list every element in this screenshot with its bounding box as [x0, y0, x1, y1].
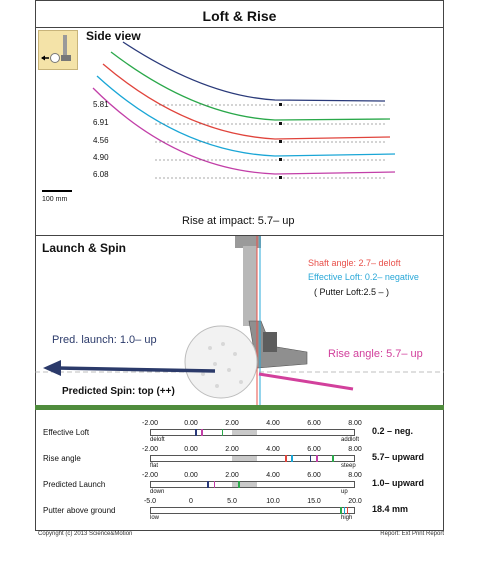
metric-tick-label: 15.0 — [307, 498, 321, 505]
metric-tick-label: 4.00 — [266, 446, 280, 453]
metric-tick-label: 4.00 — [266, 420, 280, 427]
metric-end-left: deloft — [150, 437, 165, 443]
metric-mark — [285, 455, 287, 462]
metric-mark — [332, 455, 334, 462]
metric-tick-label: -2.00 — [142, 472, 158, 479]
metric-value: 18.4 mm — [372, 504, 409, 514]
stroke-path-1 — [123, 42, 385, 101]
metric-tick-label: 6.00 — [307, 472, 321, 479]
metric-tick-label: 2.00 — [225, 472, 239, 479]
rise-value-5: 6.08 — [93, 170, 109, 179]
metric-tick-label: 2.00 — [225, 446, 239, 453]
metric-mark — [222, 429, 224, 436]
metric-label: Rise angle — [43, 454, 81, 463]
golf-ball — [185, 326, 257, 398]
page-title: Loft & Rise — [202, 8, 277, 24]
metric-tick-label: 5.0 — [227, 498, 237, 505]
predicted-spin-text: Predicted Spin: top (++) — [62, 386, 175, 397]
metric-end-left: down — [150, 489, 165, 495]
metric-mark — [207, 481, 209, 488]
metric-reference-band — [232, 456, 257, 461]
metric-mark — [310, 455, 312, 462]
metric-mark — [195, 429, 197, 436]
metric-tick-label: 2.00 — [225, 420, 239, 427]
rise-angle-arrow — [259, 374, 353, 389]
metric-end-right: addloft — [341, 437, 360, 443]
metric-tick-label: -5.0 — [143, 498, 157, 505]
metric-mark — [316, 455, 318, 462]
metric-tick-label: 8.00 — [348, 472, 362, 479]
scale-label: 100 mm — [42, 196, 68, 203]
rise-value-2: 6.91 — [93, 118, 109, 127]
metric-end-right: up — [341, 489, 348, 495]
metric-mark — [238, 481, 240, 488]
metric-mark — [340, 507, 342, 514]
metric-end-right: steep — [341, 463, 356, 469]
putter-loft-text: ( Putter Loft:2.5 – ) — [314, 287, 390, 297]
rise-value-4: 4.90 — [93, 153, 109, 162]
metric-tick-label: 6.00 — [307, 446, 321, 453]
metric-mark — [214, 481, 216, 488]
metric-mark — [201, 429, 203, 436]
metric-reference-band — [232, 482, 257, 487]
metric-end-right: high — [341, 515, 353, 521]
footer-report: Report: Ext Print Report — [380, 531, 444, 537]
ground-strip — [35, 405, 444, 410]
metric-value: 5.7– upward — [372, 452, 425, 462]
metric-label: Effective Loft — [43, 428, 90, 437]
metric-tick-label: 10.0 — [266, 498, 280, 505]
launch-spin-label: Launch & Spin — [42, 241, 126, 255]
rise-angle-text: Rise angle: 5.7– up — [328, 348, 423, 360]
rise-at-impact: Rise at impact: 5.7– up — [182, 215, 295, 227]
metric-label: Predicted Launch — [43, 480, 106, 489]
metric-end-left: low — [150, 515, 160, 521]
metric-mark — [347, 507, 349, 514]
effective-loft-text: Effective Loft: 0.2– negative — [308, 272, 419, 282]
metric-mark — [344, 507, 346, 514]
shaft-angle-text: Shaft angle: 2.7– deloft — [308, 258, 401, 268]
metric-tick-label: -2.00 — [142, 420, 158, 427]
rise-value-3: 4.56 — [93, 136, 109, 145]
footer-copyright: Copyright (c) 2013 Science&Motion — [38, 531, 133, 537]
metric-tick-label: 4.00 — [266, 472, 280, 479]
stroke-path-3 — [103, 64, 390, 139]
metric-tick-label: -2.00 — [142, 446, 158, 453]
metric-scale-bar — [150, 507, 355, 514]
metric-tick-label: 0.00 — [184, 420, 198, 427]
metric-tick-label: 20.0 — [348, 498, 362, 505]
side-view-plot — [35, 28, 444, 235]
metric-tick-label: 8.00 — [348, 446, 362, 453]
metric-label: Putter above ground — [43, 506, 116, 515]
metric-tick-label: 6.00 — [307, 420, 321, 427]
metric-value: 1.0– upward — [372, 478, 425, 488]
metric-tick-label: 0 — [189, 498, 193, 505]
side-view-label: Side view — [86, 29, 141, 43]
metric-reference-band — [232, 430, 257, 435]
pred-launch-text: Pred. launch: 1.0– up — [52, 334, 157, 346]
metric-tick-label: 8.00 — [348, 420, 362, 427]
metric-end-left: flat — [150, 463, 159, 469]
metric-mark — [291, 455, 293, 462]
putter-head — [249, 321, 307, 368]
metric-value: 0.2 – neg. — [372, 426, 414, 436]
rise-value-1: 5.81 — [93, 100, 109, 109]
metric-tick-label: 0.00 — [184, 446, 198, 453]
metric-tick-label: 0.00 — [184, 472, 198, 479]
stroke-path-2 — [111, 52, 390, 120]
